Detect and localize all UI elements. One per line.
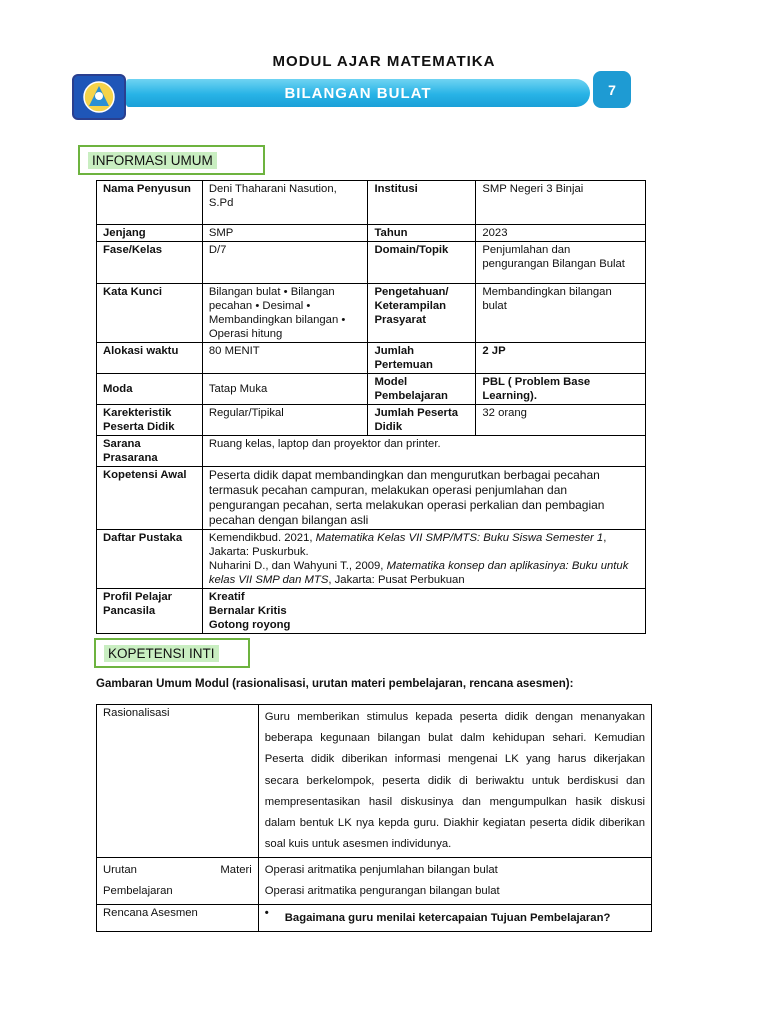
section-kompetensi-inti (94, 638, 250, 668)
table-row (97, 436, 646, 467)
value-karakteristik: Regular/Tipikal (202, 405, 368, 436)
topic-banner: BILANGAN BULAT (126, 79, 590, 107)
label-jumlah-peserta: Jumlah Peserta Didik (368, 405, 476, 436)
section-informasi-umum-label: INFORMASI UMUM (88, 152, 217, 169)
value-alokasi-waktu: 80 MENIT (202, 343, 368, 374)
value-moda: Tatap Muka (202, 374, 368, 405)
table-row (97, 242, 646, 284)
table-row (97, 530, 646, 589)
label-pengetahuan: Pengetahuan/ Keterampilan Prasyarat (368, 284, 476, 343)
label-institusi: Institusi (368, 181, 476, 225)
label-daftar-pustaka: Daftar Pustaka (97, 530, 203, 589)
label-fase-kelas: Fase/Kelas (97, 242, 203, 284)
label-nama-penyusun: Nama Penyusun (97, 181, 203, 225)
table-row (97, 225, 646, 242)
label-sarana: Sarana Prasarana (97, 436, 203, 467)
label-kompetensi-awal: Kopetensi Awal (97, 467, 203, 530)
table-row (97, 284, 646, 343)
value-rasionalisasi: Guru memberikan stimulus kepada peserta didik dengan menanyakan beberapa kegunaan bilangan bulat dalm kehidupan sehari. Kemudian Peserta didik diberikan informasi mengenai LK yang harus dikerjakan secara berkelompok, peserta didik di beriwaktu untuk berdiskusi dan mempresentasikan hasil diskusinya dan mengumpulkan hasik diskusi dalam bentuk LK nya kepda guru. Diakhir kegiatan peserta didik diberikan soal kuis untuk asesmen individunya. (258, 705, 651, 858)
value-model-pembelajaran: PBL ( Problem Base Learning). (476, 374, 646, 405)
module-title: MODUL AJAR MATEMATIKA (272, 53, 496, 70)
label-rasionalisasi: Rasionalisasi (97, 705, 259, 858)
gambaran-umum-table (96, 704, 652, 932)
reference-2: Nuharini D., dan Wahyuni T., 2009, Matematika konsep dan aplikasinya: Buku untuk kelas VII SMP dan MTS, Jakarta: Pusat Perbukuan (208, 560, 629, 586)
label-model-pembelajaran: Model Pembelajaran (368, 374, 476, 405)
profil-item: Kreatif (208, 591, 245, 603)
value-profil-pelajar (202, 589, 645, 634)
label-jumlah-pertemuan: Jumlah Pertemuan (368, 343, 476, 374)
value-jumlah-peserta: 32 orang (476, 405, 646, 436)
profil-item: Bernalar Kritis (208, 605, 287, 617)
label-karakteristik: Karekteristik Peserta Didik (97, 405, 203, 436)
table-row (97, 589, 646, 634)
label-jenjang: Jenjang (97, 225, 203, 242)
table-row (97, 705, 652, 858)
tut-wuri-handayani-logo (72, 74, 126, 120)
informasi-umum-table (96, 180, 646, 634)
table-row (97, 181, 646, 225)
label-alokasi-waktu: Alokasi waktu (97, 343, 203, 374)
table-row (97, 343, 646, 374)
table-row (97, 405, 646, 436)
label-tahun: Tahun (368, 225, 476, 242)
value-sarana: Ruang kelas, laptop dan proyektor dan printer. (202, 436, 645, 467)
value-institusi: SMP Negeri 3 Binjai (476, 181, 646, 225)
list-item: Operasi aritmatika penjumlahan bilangan bulat (264, 864, 498, 877)
table-row (97, 905, 652, 932)
table-row (97, 858, 652, 905)
gambaran-heading: Gambaran Umum Modul (rasionalisasi, urutan materi pembelajaran, rencana asesmen): (96, 678, 574, 690)
value-nama-penyusun: Deni Thaharani Nasution, S.Pd (202, 181, 368, 225)
reference-1: Kemendikbud. 2021, Matematika Kelas VII SMP/MTS: Buku Siswa Semester 1, Jakarta: Puskurbuk. (208, 532, 607, 558)
page-number-badge: 7 (593, 71, 631, 108)
value-daftar-pustaka (202, 530, 645, 589)
label-moda: Moda (97, 374, 203, 405)
value-jenjang: SMP (202, 225, 368, 242)
value-rencana-asesmen (258, 905, 651, 932)
section-kompetensi-inti-label: KOPETENSI INTI (104, 645, 219, 662)
section-informasi-umum (78, 145, 265, 175)
label-rencana-asesmen: Rencana Asesmen (97, 905, 259, 932)
table-row (97, 467, 646, 530)
value-tahun: 2023 (476, 225, 646, 242)
list-item: Operasi aritmatika pengurangan bilangan bulat (264, 885, 500, 898)
label-domain-topik: Domain/Topik (368, 242, 476, 284)
value-domain-topik: Penjumlahan dan pengurangan Bilangan Bulat (476, 242, 646, 284)
rencana-item: Bagaimana guru menilai ketercapaian Tujuan Pembelajaran? (284, 912, 611, 925)
value-fase-kelas: D/7 (202, 242, 368, 284)
label-profil-pelajar: Profil Pelajar Pancasila (97, 589, 203, 634)
value-jumlah-pertemuan: 2 JP (476, 343, 646, 374)
bullet-icon: • (264, 907, 269, 920)
value-kata-kunci: Bilangan bulat • Bilangan pecahan • Desimal • Membandingkan bilangan • Operasi hitung (202, 284, 368, 343)
label-kata-kunci: Kata Kunci (97, 284, 203, 343)
logo-emblem-icon (80, 80, 118, 114)
value-kompetensi-awal: Peserta didik dapat membandingkan dan mengurutkan berbagai pecahan termasuk pecahan campuran, melakukan operasi penjumlahan dan pengurangan pecahan, serta melakukan operasi perkalian dan pembagian pecahan dengan bilangan asli (202, 467, 645, 530)
value-urutan-materi (258, 858, 651, 905)
label-urutan-materi: Urutan Materi Pembelajaran (97, 858, 259, 905)
value-pengetahuan: Membandingkan bilangan bulat (476, 284, 646, 343)
table-row (97, 374, 646, 405)
profil-item: Gotong royong (208, 619, 291, 631)
